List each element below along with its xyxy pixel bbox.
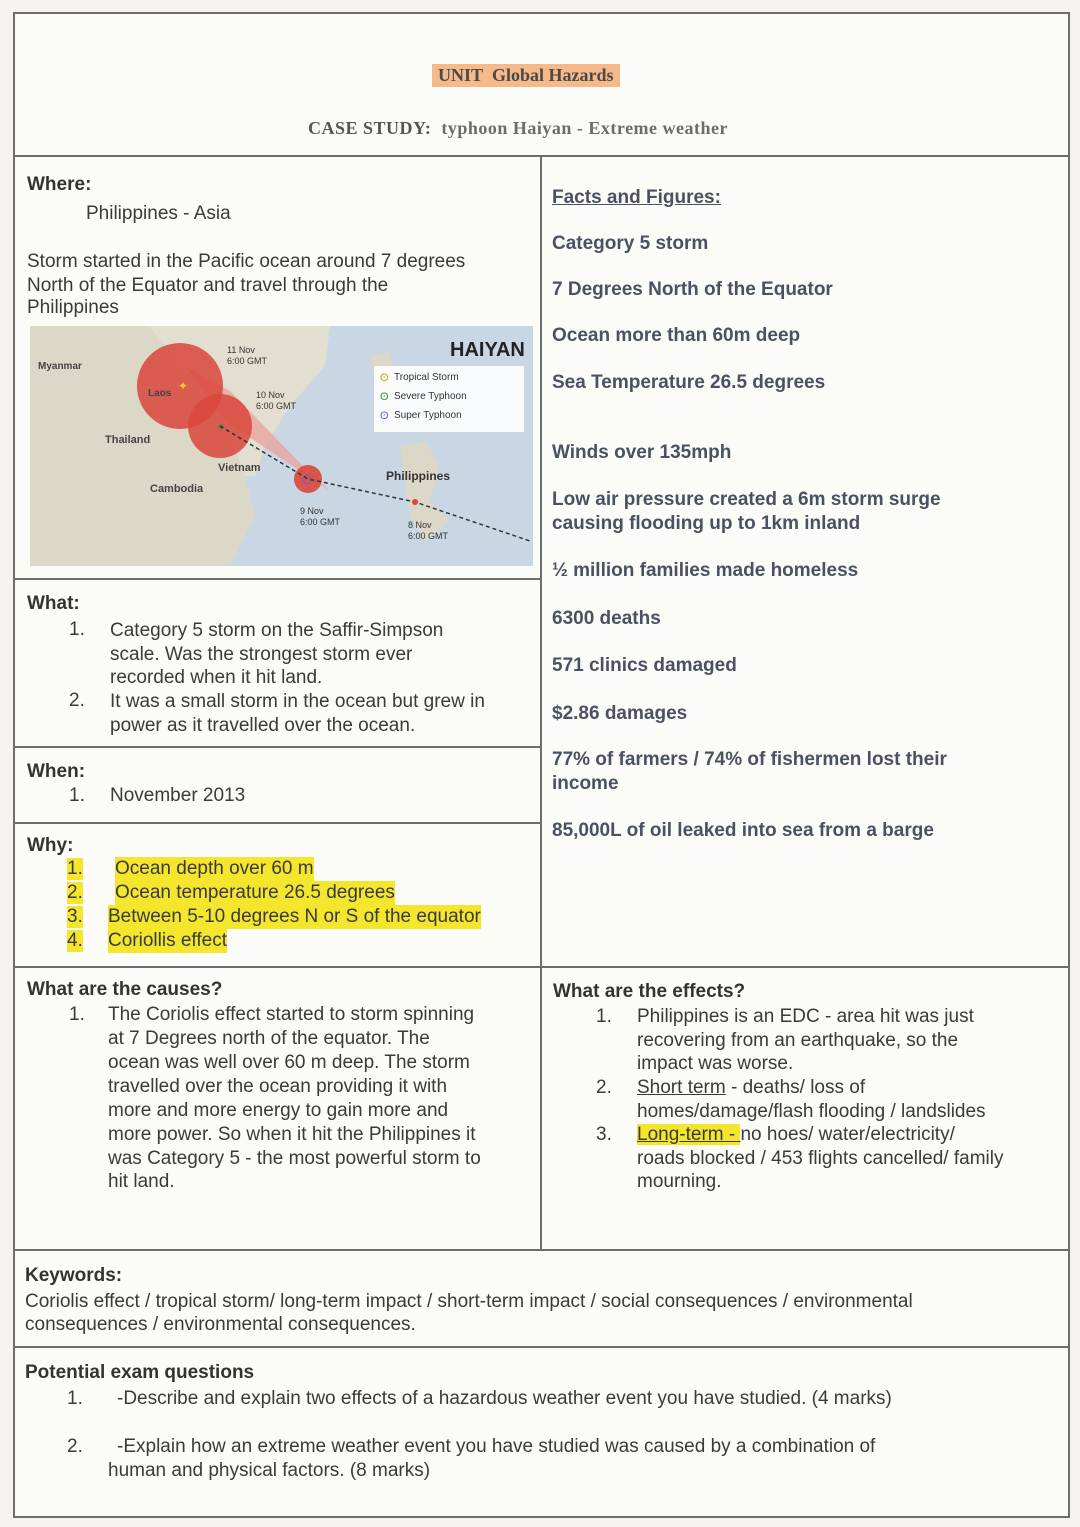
label-philippines: Philippines [386, 469, 451, 483]
legend-severe-typhoon: Severe Typhoon [394, 391, 467, 402]
unit-title: UNIT Global Hazards [432, 64, 620, 87]
keywords-line-2: consequences / environmental consequences. [25, 1314, 416, 1335]
track-8-nov-date: 8 Nov [408, 520, 432, 530]
why-heading: Why: [27, 835, 74, 856]
effects-item-3-line-2: roads blocked / 453 flights cancelled/ family [637, 1148, 1004, 1169]
label-myanmar: Myanmar [38, 361, 82, 372]
divider-why [13, 966, 1070, 968]
keywords-line-1: Coriolis effect / tropical storm/ long-term impact / short-term impact / social consequences / environmental [25, 1291, 913, 1312]
label-laos: Laos [148, 388, 172, 399]
causes-line-5: more and more energy to gain more and [108, 1100, 449, 1121]
exam-question-2-line-1: -Explain how an extreme weather event you have studied was caused by a combination of [117, 1436, 876, 1457]
fact-ocean-depth: Ocean more than 60m deep [552, 325, 801, 346]
why-item-4: Coriollis effect [108, 930, 227, 951]
case-study-title: CASE STUDY: typhoon Haiyan - Extreme weather [308, 118, 729, 138]
fact-clinics: 571 clinics damaged [552, 655, 737, 676]
when-date: November 2013 [110, 785, 246, 806]
long-term-label: Long-term - [637, 1124, 741, 1145]
what-item-1-line-1: Category 5 storm on the Saffir-Simpson [110, 620, 444, 641]
svg-text:ʘ: ʘ [380, 391, 389, 403]
causes-line-1: The Coriolis effect started to storm spinning [108, 1004, 475, 1025]
effects-item-1-line-3: impact was worse. [637, 1053, 794, 1074]
svg-text:ʘ: ʘ [380, 372, 389, 384]
causes-line-3: ocean was well over 60 m deep. The storm [108, 1052, 470, 1073]
why-num-3: 3. [67, 906, 83, 927]
fact-storm-surge-line-1: Low air pressure created a 6m storm surge [552, 489, 941, 510]
fact-damages: $2.86 damages [552, 703, 688, 724]
why-num-1: 1. [67, 858, 83, 879]
fact-deaths: 6300 deaths [552, 608, 661, 629]
fact-oil-leak: 85,000L of oil leaked into sea from a barge [552, 820, 934, 841]
causes-line-7: was Category 5 - the most powerful storm to [108, 1148, 481, 1169]
effects-item-3-line-3: mourning. [637, 1171, 722, 1192]
exam-question-1: -Describe and explain two effects of a hazardous weather event you have studied. (4 marks) [117, 1388, 892, 1409]
when-heading: When: [27, 761, 86, 782]
track-9-nov-time: 6:00 GMT [300, 517, 341, 527]
effects-num-2: 2. [596, 1077, 612, 1098]
fact-storm-surge-line-2: causing flooding up to 1km inland [552, 513, 861, 534]
effects-item-2-line-1: Short term - deaths/ loss of [637, 1077, 866, 1098]
where-line-3: Philippines [27, 297, 119, 318]
why-num-2: 2. [67, 882, 83, 903]
what-item-2-line-1: It was a small storm in the ocean but grew in [110, 691, 485, 712]
effects-item-1-line-1: Philippines is an EDC - area hit was just [637, 1006, 974, 1027]
divider-middle-upper [540, 155, 542, 1250]
causes-heading: What are the causes? [27, 979, 223, 1000]
svg-text:ʘ: ʘ [380, 410, 389, 422]
fact-income-line-1: 77% of farmers / 74% of fishermen lost their [552, 749, 947, 770]
causes-line-4: travelled over the ocean providing it with [108, 1076, 448, 1097]
where-heading: Where: [27, 174, 92, 195]
effects-item-1-line-2: recovering from an earthquake, so the [637, 1030, 959, 1051]
svg-text:✦: ✦ [178, 379, 189, 393]
why-num-4: 4. [67, 930, 83, 951]
track-9-nov-date: 9 Nov [300, 506, 324, 516]
track-11-nov-time: 6:00 GMT [227, 356, 268, 366]
svg-text:✦: ✦ [216, 420, 227, 434]
fact-income-line-2: income [552, 773, 619, 794]
effects-item-2-line-2: homes/damage/flash flooding / landslides [637, 1101, 986, 1122]
fact-category: Category 5 storm [552, 233, 709, 254]
fact-sea-temperature: Sea Temperature 26.5 degrees [552, 372, 826, 393]
exam-heading: Potential exam questions [25, 1362, 255, 1383]
causes-line-6: more power. So when it hit the Philippines it [108, 1124, 476, 1145]
divider-when [13, 822, 541, 824]
facts-heading: Facts and Figures: [552, 187, 721, 208]
what-num-2: 2. [69, 690, 85, 711]
typhoon-track-map [30, 326, 533, 566]
where-location: Philippines - Asia [86, 203, 231, 224]
divider-keywords [13, 1346, 1070, 1348]
track-8-nov-time: 6:00 GMT [408, 531, 449, 541]
svg-text:ʘ: ʘ [302, 472, 313, 487]
when-num: 1. [69, 785, 85, 806]
what-item-1-line-3: recorded when it hit land. [110, 667, 323, 688]
where-line-1: Storm started in the Pacific ocean around 7 degrees [27, 251, 466, 272]
causes-line-2: at 7 Degrees north of the equator. The [108, 1028, 430, 1049]
causes-num: 1. [69, 1004, 85, 1025]
keywords-heading: Keywords: [25, 1265, 123, 1286]
effects-item-3-line-1: Long-term - no hoes/ water/electricity/ [637, 1124, 955, 1145]
where-line-2: North of the Equator and travel through the [27, 275, 389, 296]
divider-causes [13, 1249, 1070, 1251]
track-10-nov-date: 10 Nov [256, 390, 285, 400]
fact-homeless: ½ million families made homeless [552, 560, 859, 581]
fact-winds: Winds over 135mph [552, 442, 732, 463]
track-11-nov-date: 11 Nov [227, 345, 255, 355]
causes-line-8: hit land. [108, 1171, 175, 1192]
legend-super-typhoon: Super Typhoon [394, 410, 462, 421]
what-item-2-line-2: power as it travelled over the ocean. [110, 715, 416, 736]
map-title: HAIYAN [450, 339, 525, 361]
effects-num-3: 3. [596, 1124, 612, 1145]
short-term-label: Short term [637, 1077, 726, 1098]
effects-num-1: 1. [596, 1006, 612, 1027]
exam-question-2-line-2: human and physical factors. (8 marks) [108, 1460, 431, 1481]
what-item-1-line-2: scale. Was the strongest storm ever [110, 644, 413, 665]
why-item-1: Ocean depth over 60 m [115, 858, 314, 879]
label-vietnam: Vietnam [218, 462, 261, 474]
effects-heading: What are the effects? [553, 981, 746, 1002]
divider-where [13, 578, 541, 580]
why-item-2: Ocean temperature 26.5 degrees [115, 882, 395, 903]
exam-num-2: 2. [67, 1436, 83, 1457]
why-item-3: Between 5-10 degrees N or S of the equator [108, 906, 481, 927]
what-heading: What: [27, 593, 80, 614]
label-cambodia: Cambodia [150, 483, 204, 495]
exam-num-1: 1. [67, 1388, 83, 1409]
fact-latitude: 7 Degrees North of the Equator [552, 279, 833, 300]
what-num-1: 1. [69, 619, 85, 640]
legend-tropical-storm: Tropical Storm [394, 372, 459, 383]
divider-what [13, 746, 541, 748]
label-thailand: Thailand [105, 434, 151, 446]
track-10-nov-time: 6:00 GMT [256, 401, 297, 411]
